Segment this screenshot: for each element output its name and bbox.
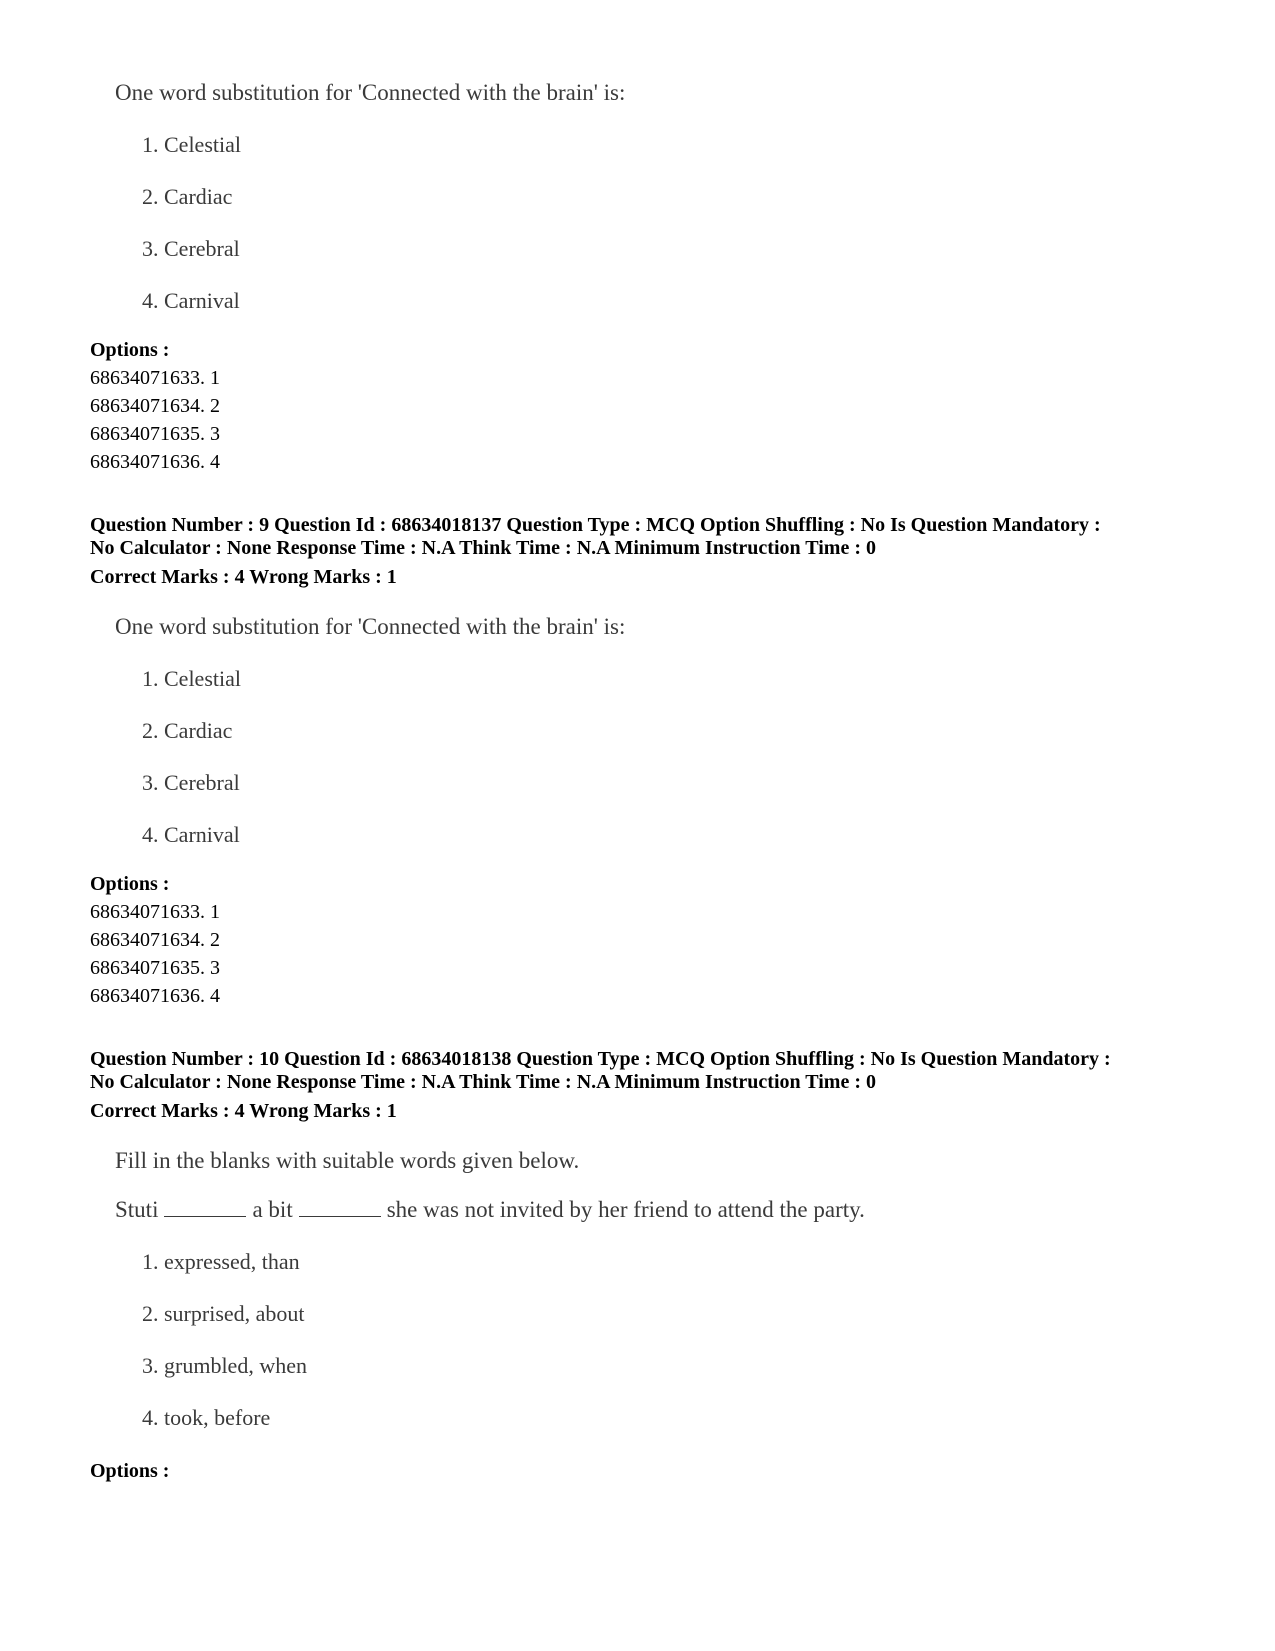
option-id: 68634071635. 3 (90, 957, 220, 979)
instruction-text: Fill in the blanks with suitable words given below. (115, 1148, 580, 1173)
blank-line (299, 1198, 381, 1217)
question-text: One word substitution for 'Connected with the brain' is: (115, 80, 626, 105)
choice: 4. took, before (142, 1405, 271, 1430)
option-id: 68634071634. 2 (90, 395, 220, 417)
choice: 2. Cardiac (142, 184, 233, 209)
question-text: One word substitution for 'Connected with the brain' is: (115, 614, 626, 639)
choice: 2. Cardiac (142, 718, 233, 743)
fill-blank-sentence (115, 1197, 865, 1223)
sentence-part: she was not invited by her friend to attend the party. (386, 1197, 865, 1222)
choice: 1. Celestial (142, 132, 241, 157)
marks-line: Correct Marks : 4 Wrong Marks : 1 (90, 1100, 397, 1122)
question-meta-line2: No Calculator : None Response Time : N.A Think Time : N.A Minimum Instruction Time : 0 (90, 1071, 876, 1093)
choice: 1. expressed, than (142, 1249, 300, 1274)
choice: 3. grumbled, when (142, 1353, 307, 1378)
options-label: Options : (90, 873, 170, 895)
option-id: 68634071633. 1 (90, 901, 220, 923)
sentence-part: Stuti (115, 1197, 159, 1222)
choice: 3. Cerebral (142, 236, 240, 261)
choice: 2. surprised, about (142, 1301, 305, 1326)
option-id: 68634071635. 3 (90, 423, 220, 445)
choice: 1. Celestial (142, 666, 241, 691)
option-id: 68634071634. 2 (90, 929, 220, 951)
options-label: Options : (90, 1460, 170, 1482)
blank-line (164, 1198, 246, 1217)
option-id: 68634071633. 1 (90, 367, 220, 389)
option-id: 68634071636. 4 (90, 985, 220, 1007)
sentence-part: a bit (252, 1197, 293, 1222)
question-meta-line1: Question Number : 10 Question Id : 68634018138 Question Type : MCQ Option Shuffling : No Is Question Mandatory : (90, 1048, 1111, 1070)
choice: 4. Carnival (142, 288, 240, 313)
options-label: Options : (90, 339, 170, 361)
question-meta-line1: Question Number : 9 Question Id : 68634018137 Question Type : MCQ Option Shuffling : No Is Question Mandatory : (90, 514, 1101, 536)
choice: 3. Cerebral (142, 770, 240, 795)
option-id: 68634071636. 4 (90, 451, 220, 473)
choice: 4. Carnival (142, 822, 240, 847)
question-meta-line2: No Calculator : None Response Time : N.A Think Time : N.A Minimum Instruction Time : 0 (90, 537, 876, 559)
marks-line: Correct Marks : 4 Wrong Marks : 1 (90, 566, 397, 588)
